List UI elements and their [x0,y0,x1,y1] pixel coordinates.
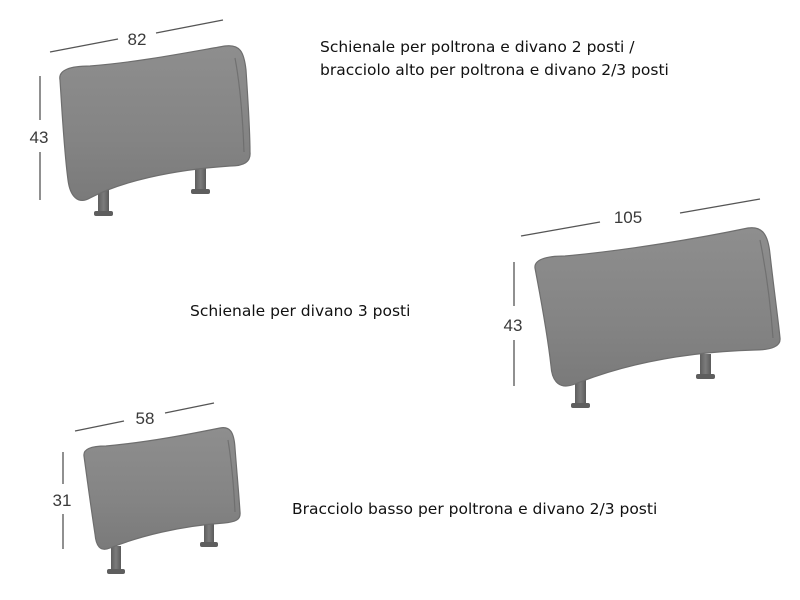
cushion-3-leg-right [204,522,214,544]
cushion-2-width-label: 105 [613,208,643,227]
cushion-2-width-dim-left [521,222,600,236]
cushion-1-body [60,46,250,201]
cushion-1-height-label: 43 [29,128,49,147]
cushion-1-group [30,20,251,216]
cushion-2-group [504,199,781,408]
cushion-2-body [535,228,780,386]
cushion-3-height-label: 31 [52,491,72,510]
cushion-3-group [53,403,241,574]
cushion-2-width-dim-right [680,199,760,213]
cushion-3-leg-right-foot [200,542,218,547]
cushion-2-leg-left-foot [571,403,590,408]
cushion-1-width-dim-right [156,20,223,33]
cushion-3-width-dim-right [165,403,214,413]
cushion-1-caption-line-1: Schienale per poltrona e divano 2 posti / [320,38,635,56]
cushion-3-caption [292,498,657,521]
cushion-3-width-dim-left [75,421,124,431]
cushion-2-caption-line-1: Schienale per divano 3 posti [190,302,411,320]
cushion-3-leg-left-foot [107,569,125,574]
cushion-1-width-dim-left [50,39,118,52]
cushion-1-caption [320,36,669,82]
cushion-3-width-label: 58 [135,409,155,428]
cushion-2-leg-right-foot [696,374,715,379]
cushion-3-caption-line-1: Bracciolo basso per poltrona e divano 2/3 posti [292,500,658,518]
cushion-1-leg-left-foot [94,211,113,216]
cushion-3-body [84,428,240,550]
cushion-2-caption [190,300,410,323]
cushion-1-leg-right-foot [191,189,210,194]
cushion-3-leg-left [111,546,121,570]
cushion-1-width-label: 82 [127,30,147,49]
cushion-2-height-label: 43 [503,316,523,335]
cushion-2-leg-right [700,354,711,376]
cushion-1-caption-line-2: bracciolo alto per poltrona e divano 2/3 posti [320,61,669,79]
